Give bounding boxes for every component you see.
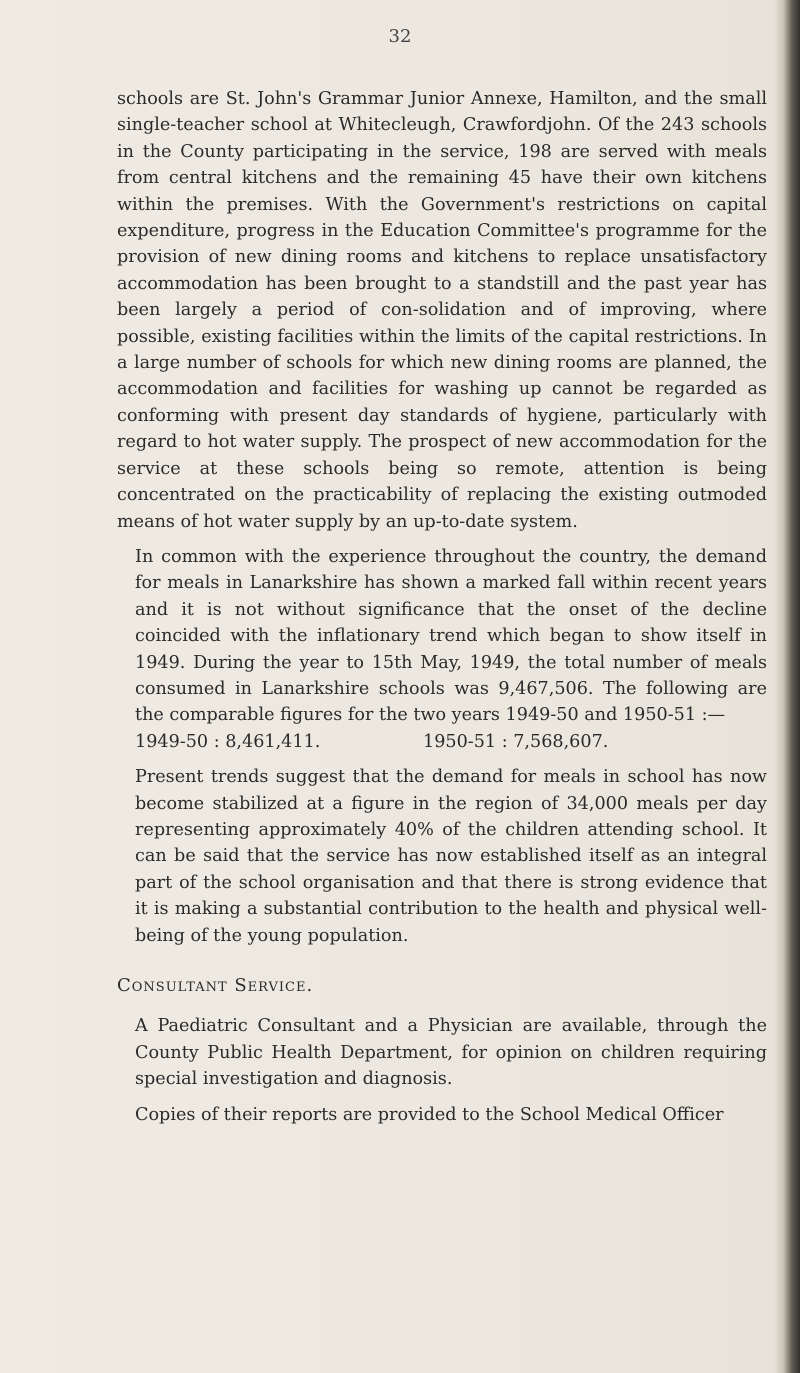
page-edge-shadow — [774, 0, 800, 1373]
paragraph-present-trends: Present trends suggest that the demand for meals in school has now become stabilized at a figure in the region of 34,000 meals per day representing approximately 40% of the children attending school. It can be said that the service has now established itself as an integral part of the school organisation and that there is strong evidence that it is making a substantial contribution to the health and physical well-being of the young population. — [135, 767, 767, 946]
meal-figures-row — [117, 729, 767, 755]
figure-1950-51: 1950-51 : 7,568,607. — [423, 731, 609, 752]
paragraph-reports: Copies of their reports are provided to the School Medical Officer — [135, 1104, 724, 1125]
paragraph-school-meals-facilities: schools are St. John's Grammar Junior Annexe, Hamilton, and the small single-teacher school at Whitecleugh, Crawfordjohn. Of the 243 schools in the County participating in the service, 198 are served with meals from central kitchens and the remaining 45 have their own kitchens within the premises. With the Government's restrictions on capital expenditure, progress in the Education Committee's programme for the provision of new dining rooms and kitchens to replace unsatisfactory accommodation has been brought to a standstill and the past year has been largely a period of con-solidation and of improving, where possible, existing facilities within the limits of the capital restrictions. In a large number of schools for which new dining rooms are planned, the accommodation and facilities for washing up cannot be regarded as conforming with present day standards of hygiene, particularly with regard to hot water supply. The prospect of new accommodation for the service at these schools being so remote, attention is being concentrated on the practicability of replacing the existing outmoded means of hot water supply by an up-to-date system. — [117, 89, 767, 532]
paragraph-consultants: A Paediatric Consultant and a Physician are available, through the County Public Health Department, for opinion on children requiring special investigation and diagnosis. — [135, 1016, 767, 1090]
figure-1949-50: 1949-50 : 8,461,411. — [135, 731, 321, 752]
paragraph-meal-demand: In common with the experience throughout the country, the demand for meals in Lanarkshire has shown a marked fall within recent years and it is not without significance that the onset of the decline coincided with the inflationary trend which began to show itself in 1949. During the year to 15th May, 1949, the total number of meals consumed in Lanarkshire schools was 9,467,506. The following are the comparable figures for the two years 1949-50 and 1950-51 :— — [135, 546, 767, 726]
body-text — [117, 86, 767, 1128]
page-number: 32 — [388, 26, 412, 47]
section-heading-consultant-service: Consultant Service. — [117, 975, 314, 996]
